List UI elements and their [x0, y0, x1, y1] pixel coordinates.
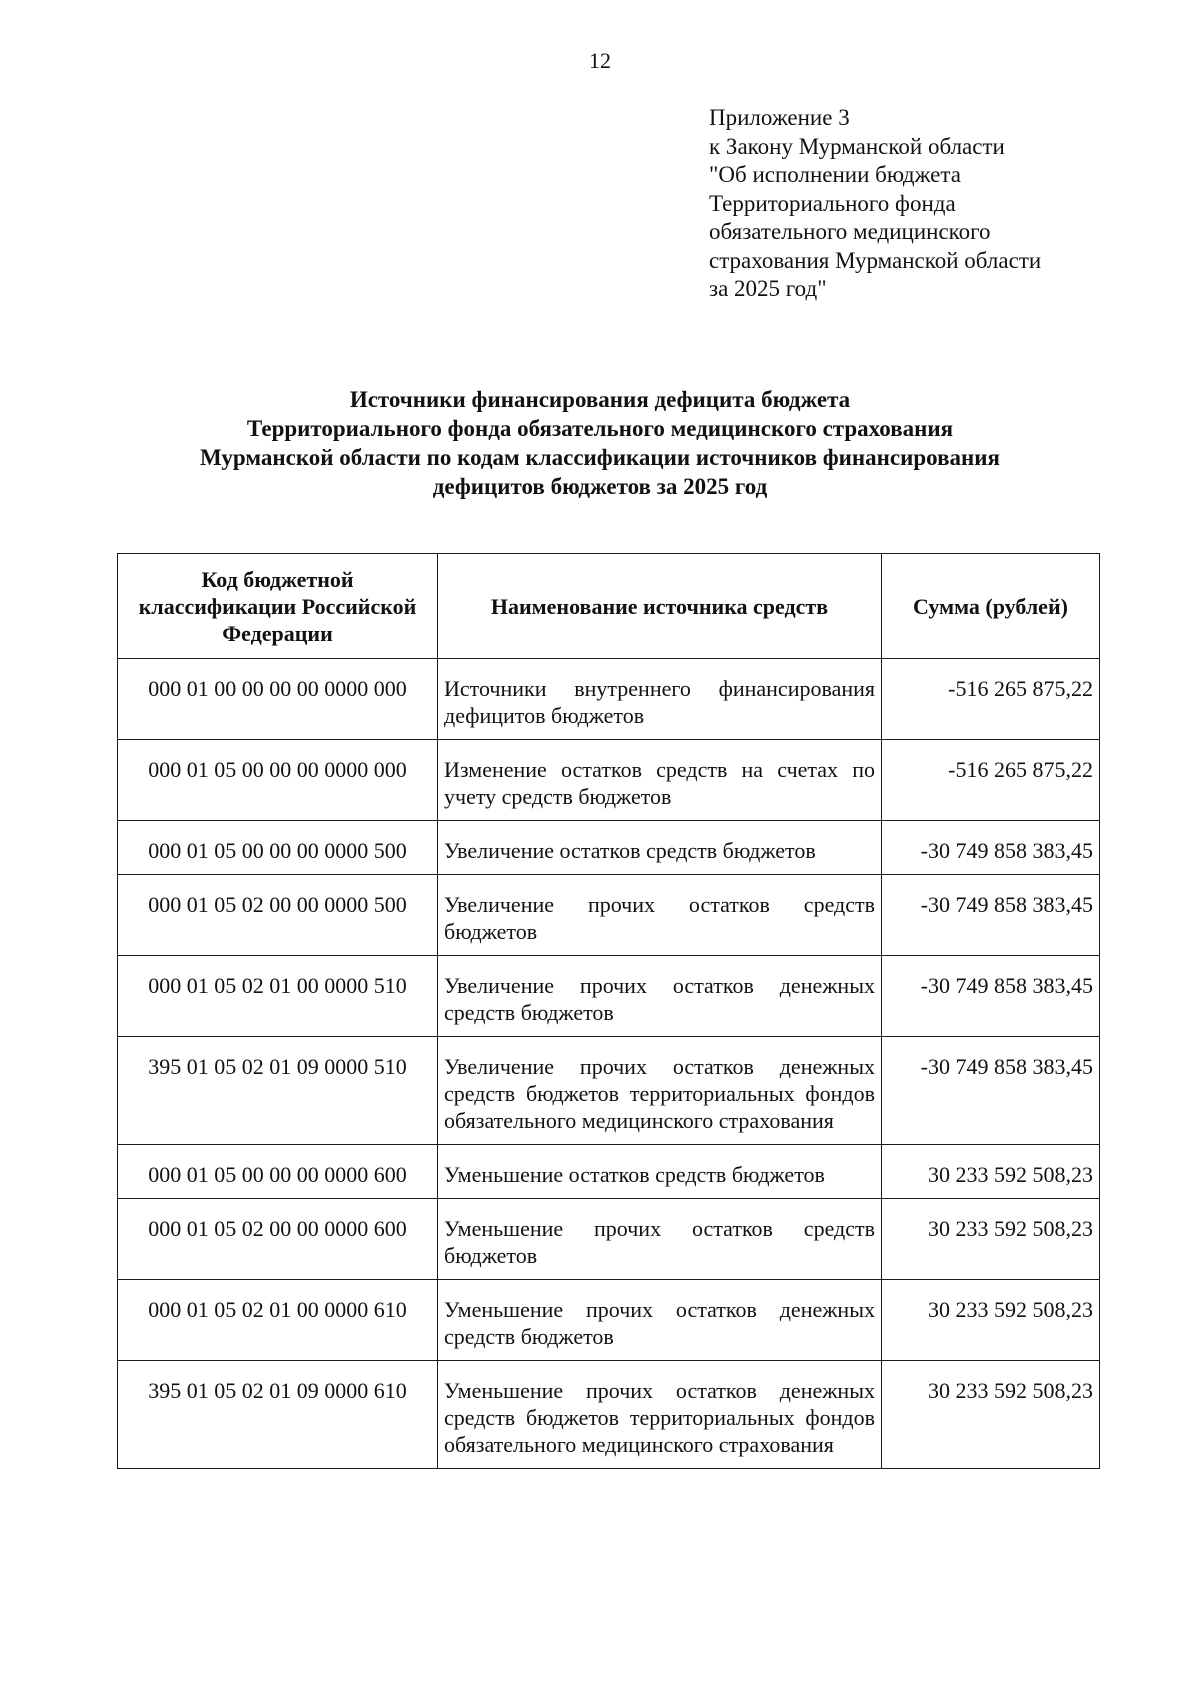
table-row: [118, 1199, 1100, 1280]
table-row: [118, 659, 1100, 740]
row-code: 000 01 00 00 00 00 0000 000: [118, 659, 438, 740]
row-code: 395 01 05 02 01 09 0000 610: [118, 1361, 438, 1469]
row-name: Источники внутреннего финансирования дефицитов бюджетов: [438, 659, 882, 740]
row-code: 395 01 05 02 01 09 0000 510: [118, 1037, 438, 1145]
row-name: Уменьшение прочих остатков денежных средств бюджетов: [438, 1280, 882, 1361]
table-row: [118, 1280, 1100, 1361]
row-amount: -30 749 858 383,45: [882, 1037, 1100, 1145]
table-row: [118, 740, 1100, 821]
row-code: 000 01 05 02 00 00 0000 600: [118, 1199, 438, 1280]
row-code: 000 01 05 00 00 00 0000 500: [118, 821, 438, 875]
row-amount: 30 233 592 508,23: [882, 1145, 1100, 1199]
title-line: Территориального фонда обязательного медицинского страхования: [246, 416, 954, 441]
row-name: Уменьшение остатков средств бюджетов: [438, 1145, 882, 1199]
appendix-note: [709, 104, 1041, 304]
appendix-line: обязательного медицинского: [709, 219, 991, 244]
table-row: [118, 1361, 1100, 1469]
table-row: [118, 875, 1100, 956]
row-amount: 30 233 592 508,23: [882, 1280, 1100, 1361]
row-code: 000 01 05 00 00 00 0000 600: [118, 1145, 438, 1199]
header-amount: Сумма (рублей): [882, 554, 1100, 659]
row-amount: -516 265 875,22: [882, 659, 1100, 740]
row-amount: -30 749 858 383,45: [882, 875, 1100, 956]
table-row: [118, 821, 1100, 875]
document-title: [0, 385, 1200, 501]
row-amount: -516 265 875,22: [882, 740, 1100, 821]
appendix-line: Приложение 3: [709, 105, 850, 130]
row-code: 000 01 05 02 01 00 0000 510: [118, 956, 438, 1037]
financing-sources-table: [117, 553, 1100, 1469]
title-line: дефицитов бюджетов за 2025 год: [432, 474, 768, 499]
appendix-line: за 2025 год": [709, 276, 827, 301]
table-row: [118, 956, 1100, 1037]
row-name: Уменьшение прочих остатков денежных средств бюджетов территориальных фондов обязательного медицинского страхования: [438, 1361, 882, 1469]
appendix-line: страхования Мурманской области: [709, 247, 1042, 273]
header-name: Наименование источника средств: [438, 554, 882, 659]
row-code: 000 01 05 02 00 00 0000 500: [118, 875, 438, 956]
row-name: Увеличение прочих остатков средств бюджетов: [438, 875, 882, 956]
row-name: Увеличение прочих остатков денежных средств бюджетов территориальных фондов обязательного медицинского страхования: [438, 1037, 882, 1145]
table-row: [118, 1037, 1100, 1145]
row-code: 000 01 05 02 01 00 0000 610: [118, 1280, 438, 1361]
row-amount: 30 233 592 508,23: [882, 1361, 1100, 1469]
header-code: Код бюджетной классификации Российской Федерации: [118, 554, 438, 659]
row-name: Увеличение прочих остатков денежных средств бюджетов: [438, 956, 882, 1037]
title-line: Мурманской области по кодам классификации источников финансирования: [200, 445, 1000, 470]
row-amount: 30 233 592 508,23: [882, 1199, 1100, 1280]
row-name: Увеличение остатков средств бюджетов: [438, 821, 882, 875]
row-name: Изменение остатков средств на счетах по учету средств бюджетов: [438, 740, 882, 821]
appendix-line: к Закону Мурманской области: [709, 133, 1005, 159]
page-number: 12: [589, 48, 611, 73]
table-row: [118, 1145, 1100, 1199]
row-amount: -30 749 858 383,45: [882, 956, 1100, 1037]
table-header-row: [118, 554, 1100, 659]
row-amount: -30 749 858 383,45: [882, 821, 1100, 875]
row-code: 000 01 05 00 00 00 0000 000: [118, 740, 438, 821]
title-line: Источники финансирования дефицита бюджета: [349, 387, 851, 412]
appendix-line: "Об исполнении бюджета: [709, 162, 961, 187]
row-name: Уменьшение прочих остатков средств бюджетов: [438, 1199, 882, 1280]
appendix-line: Территориального фонда: [709, 190, 956, 216]
